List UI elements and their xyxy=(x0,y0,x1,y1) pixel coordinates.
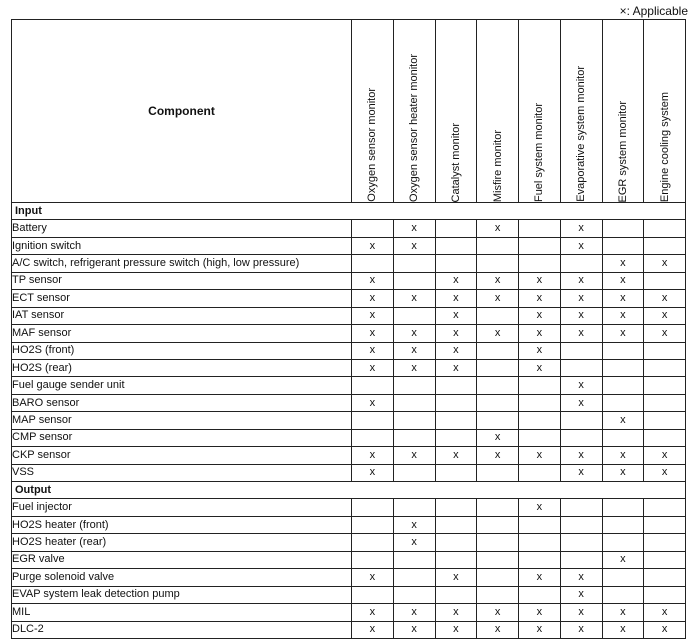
applicability-cell: x xyxy=(560,586,602,603)
table-row xyxy=(12,499,686,516)
applicability-cell xyxy=(519,377,561,394)
applicability-cell: x xyxy=(435,290,477,307)
applicability-cell xyxy=(477,516,519,533)
applicability-cell xyxy=(560,359,602,376)
applicability-cell: x xyxy=(602,290,644,307)
component-monitor-table xyxy=(11,19,686,639)
applicability-cell xyxy=(393,499,435,516)
applicability-cell: x xyxy=(644,255,686,272)
component-name: Fuel injector xyxy=(12,499,352,516)
applicability-cell: x xyxy=(477,447,519,464)
applicability-cell xyxy=(560,255,602,272)
applicability-cell: x xyxy=(393,220,435,237)
component-name: MAF sensor xyxy=(12,325,352,342)
applicability-cell: x xyxy=(602,464,644,481)
applicability-cell xyxy=(602,586,644,603)
applicability-cell: x xyxy=(602,551,644,568)
applicability-cell: x xyxy=(352,464,394,481)
applicability-cell xyxy=(435,394,477,411)
monitor-header-label: Evaporative system monitor xyxy=(575,66,588,202)
applicability-cell: x xyxy=(560,220,602,237)
component-header: Component xyxy=(12,20,352,203)
applicability-cell xyxy=(393,377,435,394)
applicability-cell xyxy=(435,255,477,272)
applicability-cell: x xyxy=(435,359,477,376)
applicability-cell xyxy=(352,429,394,446)
component-name: HO2S heater (rear) xyxy=(12,534,352,551)
applicability-cell xyxy=(477,359,519,376)
applicability-cell: x xyxy=(644,447,686,464)
monitor-header xyxy=(602,20,644,203)
applicability-cell: x xyxy=(519,499,561,516)
component-name: EGR valve xyxy=(12,551,352,568)
applicability-cell xyxy=(393,255,435,272)
applicability-cell xyxy=(435,220,477,237)
applicability-cell xyxy=(477,551,519,568)
applicability-cell xyxy=(393,464,435,481)
applicability-cell xyxy=(644,551,686,568)
applicability-cell: x xyxy=(519,307,561,324)
monitor-header-label: Engine cooling system xyxy=(658,91,671,202)
applicability-cell: x xyxy=(560,394,602,411)
applicability-cell: x xyxy=(560,621,602,638)
table-row xyxy=(12,464,686,481)
applicability-cell: x xyxy=(560,464,602,481)
applicability-cell xyxy=(477,342,519,359)
applicability-cell xyxy=(602,516,644,533)
applicability-cell: x xyxy=(602,412,644,429)
applicability-cell: x xyxy=(560,325,602,342)
applicability-cell: x xyxy=(519,359,561,376)
applicability-cell xyxy=(644,377,686,394)
applicability-cell xyxy=(560,551,602,568)
applicability-cell xyxy=(477,394,519,411)
applicability-cell: x xyxy=(393,325,435,342)
applicability-cell xyxy=(602,220,644,237)
applicability-cell xyxy=(477,255,519,272)
applicability-cell: x xyxy=(644,604,686,621)
component-name: EVAP system leak detection pump xyxy=(12,586,352,603)
applicability-cell: x xyxy=(352,569,394,586)
applicability-cell: x xyxy=(477,220,519,237)
applicability-cell: x xyxy=(644,307,686,324)
component-name: TP sensor xyxy=(12,272,352,289)
table-row xyxy=(12,551,686,568)
applicability-cell: x xyxy=(393,516,435,533)
table-row xyxy=(12,429,686,446)
applicability-cell xyxy=(352,412,394,429)
legend: ×: Applicable xyxy=(619,4,688,18)
monitor-header xyxy=(435,20,477,203)
applicability-cell xyxy=(393,307,435,324)
applicability-cell xyxy=(352,516,394,533)
applicability-cell xyxy=(519,534,561,551)
applicability-cell: x xyxy=(477,604,519,621)
applicability-cell: x xyxy=(352,307,394,324)
applicability-cell: x xyxy=(602,272,644,289)
applicability-cell: x xyxy=(352,342,394,359)
section-row xyxy=(12,482,686,499)
applicability-cell xyxy=(602,359,644,376)
table-row xyxy=(12,569,686,586)
applicability-cell xyxy=(352,499,394,516)
component-name: HO2S heater (front) xyxy=(12,516,352,533)
applicability-cell xyxy=(519,516,561,533)
component-name: IAT sensor xyxy=(12,307,352,324)
applicability-cell xyxy=(644,499,686,516)
applicability-cell xyxy=(477,569,519,586)
applicability-cell xyxy=(477,377,519,394)
applicability-cell: x xyxy=(560,377,602,394)
table-row xyxy=(12,359,686,376)
applicability-cell: x xyxy=(477,272,519,289)
applicability-cell xyxy=(393,394,435,411)
monitor-header xyxy=(393,20,435,203)
section-title: Output xyxy=(12,482,686,499)
applicability-cell xyxy=(560,342,602,359)
applicability-cell: x xyxy=(477,325,519,342)
applicability-cell xyxy=(602,569,644,586)
component-name: HO2S (rear) xyxy=(12,359,352,376)
monitor-header xyxy=(644,20,686,203)
component-name: MIL xyxy=(12,604,352,621)
applicability-cell xyxy=(644,359,686,376)
applicability-cell xyxy=(352,586,394,603)
applicability-cell xyxy=(644,534,686,551)
component-name: Ignition switch xyxy=(12,237,352,254)
applicability-cell: x xyxy=(477,429,519,446)
applicability-cell xyxy=(435,377,477,394)
applicability-cell xyxy=(560,516,602,533)
applicability-cell xyxy=(602,534,644,551)
applicability-cell: x xyxy=(435,272,477,289)
applicability-cell: x xyxy=(560,272,602,289)
applicability-cell xyxy=(644,586,686,603)
applicability-cell xyxy=(435,534,477,551)
table-row xyxy=(12,534,686,551)
monitor-header-label: Oxygen sensor heater monitor xyxy=(408,54,421,202)
applicability-cell: x xyxy=(519,604,561,621)
applicability-cell: x xyxy=(393,237,435,254)
monitor-header-label: Catalyst monitor xyxy=(449,122,462,202)
applicability-cell xyxy=(477,237,519,254)
applicability-cell xyxy=(352,220,394,237)
table-row xyxy=(12,447,686,464)
applicability-cell xyxy=(477,534,519,551)
applicability-cell: x xyxy=(435,342,477,359)
applicability-cell: x xyxy=(393,534,435,551)
applicability-cell: x xyxy=(519,569,561,586)
applicability-cell xyxy=(352,377,394,394)
applicability-cell: x xyxy=(560,447,602,464)
table-row xyxy=(12,377,686,394)
applicability-cell: x xyxy=(519,621,561,638)
applicability-cell xyxy=(602,237,644,254)
table-row xyxy=(12,290,686,307)
table-row xyxy=(12,307,686,324)
component-name: HO2S (front) xyxy=(12,342,352,359)
component-name: Purge solenoid valve xyxy=(12,569,352,586)
applicability-cell: x xyxy=(435,447,477,464)
applicability-cell xyxy=(560,499,602,516)
table-row xyxy=(12,586,686,603)
table-body xyxy=(12,203,686,639)
monitor-header xyxy=(352,20,394,203)
applicability-cell xyxy=(644,272,686,289)
applicability-cell: x xyxy=(560,604,602,621)
applicability-cell: x xyxy=(393,447,435,464)
applicability-cell xyxy=(393,429,435,446)
applicability-cell xyxy=(477,464,519,481)
applicability-cell: x xyxy=(644,290,686,307)
applicability-cell xyxy=(602,394,644,411)
applicability-cell: x xyxy=(519,290,561,307)
applicability-cell: x xyxy=(352,359,394,376)
applicability-cell: x xyxy=(352,604,394,621)
component-name: A/C switch, refrigerant pressure switch (high, low pressure) xyxy=(12,255,352,272)
applicability-cell: x xyxy=(352,237,394,254)
applicability-cell xyxy=(519,394,561,411)
monitor-header-label: Oxygen sensor monitor xyxy=(366,88,379,202)
applicability-cell xyxy=(602,342,644,359)
applicability-cell xyxy=(435,586,477,603)
applicability-cell xyxy=(393,586,435,603)
monitor-header xyxy=(560,20,602,203)
applicability-cell: x xyxy=(519,447,561,464)
applicability-cell xyxy=(435,464,477,481)
applicability-cell xyxy=(352,255,394,272)
applicability-cell: x xyxy=(602,307,644,324)
table-row xyxy=(12,516,686,533)
applicability-cell xyxy=(644,429,686,446)
table-row xyxy=(12,237,686,254)
applicability-cell: x xyxy=(393,342,435,359)
table-row xyxy=(12,412,686,429)
applicability-cell xyxy=(435,237,477,254)
applicability-cell: x xyxy=(644,325,686,342)
applicability-cell xyxy=(519,220,561,237)
monitor-header xyxy=(519,20,561,203)
applicability-cell xyxy=(602,377,644,394)
applicability-cell: x xyxy=(602,447,644,464)
applicability-cell xyxy=(435,551,477,568)
applicability-cell: x xyxy=(435,307,477,324)
section-row xyxy=(12,203,686,220)
table-row xyxy=(12,604,686,621)
component-name: Fuel gauge sender unit xyxy=(12,377,352,394)
applicability-cell xyxy=(393,551,435,568)
applicability-cell: x xyxy=(393,290,435,307)
applicability-cell xyxy=(602,429,644,446)
applicability-cell: x xyxy=(352,447,394,464)
applicability-cell xyxy=(519,551,561,568)
table-row xyxy=(12,220,686,237)
applicability-cell xyxy=(644,516,686,533)
component-name: MAP sensor xyxy=(12,412,352,429)
table-row xyxy=(12,325,686,342)
applicability-cell: x xyxy=(519,325,561,342)
table-row xyxy=(12,621,686,638)
applicability-cell: x xyxy=(393,359,435,376)
applicability-cell: x xyxy=(352,272,394,289)
applicability-cell: x xyxy=(435,621,477,638)
applicability-cell: x xyxy=(602,621,644,638)
table-row xyxy=(12,394,686,411)
applicability-cell xyxy=(560,429,602,446)
applicability-cell: x xyxy=(644,464,686,481)
applicability-cell: x xyxy=(602,604,644,621)
applicability-cell xyxy=(435,429,477,446)
component-name: VSS xyxy=(12,464,352,481)
applicability-cell: x xyxy=(477,290,519,307)
table-row xyxy=(12,272,686,289)
applicability-cell: x xyxy=(393,604,435,621)
applicability-cell: x xyxy=(519,342,561,359)
applicability-cell xyxy=(519,586,561,603)
section-title: Input xyxy=(12,203,686,220)
table-row xyxy=(12,255,686,272)
applicability-cell: x xyxy=(435,604,477,621)
applicability-cell xyxy=(435,499,477,516)
applicability-cell: x xyxy=(352,290,394,307)
applicability-cell: x xyxy=(352,325,394,342)
applicability-cell xyxy=(477,586,519,603)
table-row xyxy=(12,342,686,359)
applicability-cell: x xyxy=(352,394,394,411)
applicability-cell xyxy=(519,412,561,429)
applicability-cell xyxy=(393,569,435,586)
applicability-cell xyxy=(560,534,602,551)
applicability-cell xyxy=(560,412,602,429)
applicability-cell xyxy=(435,516,477,533)
applicability-cell xyxy=(519,237,561,254)
applicability-cell xyxy=(519,464,561,481)
applicability-cell xyxy=(644,237,686,254)
component-name: Battery xyxy=(12,220,352,237)
component-name: CMP sensor xyxy=(12,429,352,446)
component-name: CKP sensor xyxy=(12,447,352,464)
applicability-cell xyxy=(519,255,561,272)
applicability-cell xyxy=(477,412,519,429)
applicability-cell: x xyxy=(519,272,561,289)
applicability-cell xyxy=(435,412,477,429)
applicability-cell: x xyxy=(352,621,394,638)
monitor-header-label: Misfire monitor xyxy=(491,129,504,202)
applicability-cell: x xyxy=(560,290,602,307)
monitor-header-label: EGR system monitor xyxy=(616,100,629,202)
applicability-cell xyxy=(644,342,686,359)
applicability-cell: x xyxy=(560,307,602,324)
applicability-cell: x xyxy=(644,621,686,638)
applicability-cell: x xyxy=(560,237,602,254)
applicability-cell xyxy=(644,412,686,429)
applicability-cell xyxy=(393,412,435,429)
applicability-cell xyxy=(352,551,394,568)
applicability-cell xyxy=(477,307,519,324)
applicability-cell xyxy=(393,272,435,289)
header-row xyxy=(12,20,686,203)
component-name: DLC-2 xyxy=(12,621,352,638)
applicability-cell xyxy=(477,499,519,516)
applicability-cell: x xyxy=(477,621,519,638)
monitor-header-label: Fuel system monitor xyxy=(533,102,546,202)
applicability-cell xyxy=(602,499,644,516)
applicability-cell xyxy=(644,569,686,586)
applicability-cell: x xyxy=(393,621,435,638)
applicability-cell xyxy=(519,429,561,446)
component-name: ECT sensor xyxy=(12,290,352,307)
applicability-cell: x xyxy=(602,325,644,342)
applicability-cell: x xyxy=(560,569,602,586)
component-name: BARO sensor xyxy=(12,394,352,411)
applicability-cell: x xyxy=(602,255,644,272)
applicability-cell xyxy=(352,534,394,551)
applicability-cell xyxy=(644,220,686,237)
applicability-cell xyxy=(644,394,686,411)
monitor-header xyxy=(477,20,519,203)
applicability-cell: x xyxy=(435,569,477,586)
applicability-cell: x xyxy=(435,325,477,342)
